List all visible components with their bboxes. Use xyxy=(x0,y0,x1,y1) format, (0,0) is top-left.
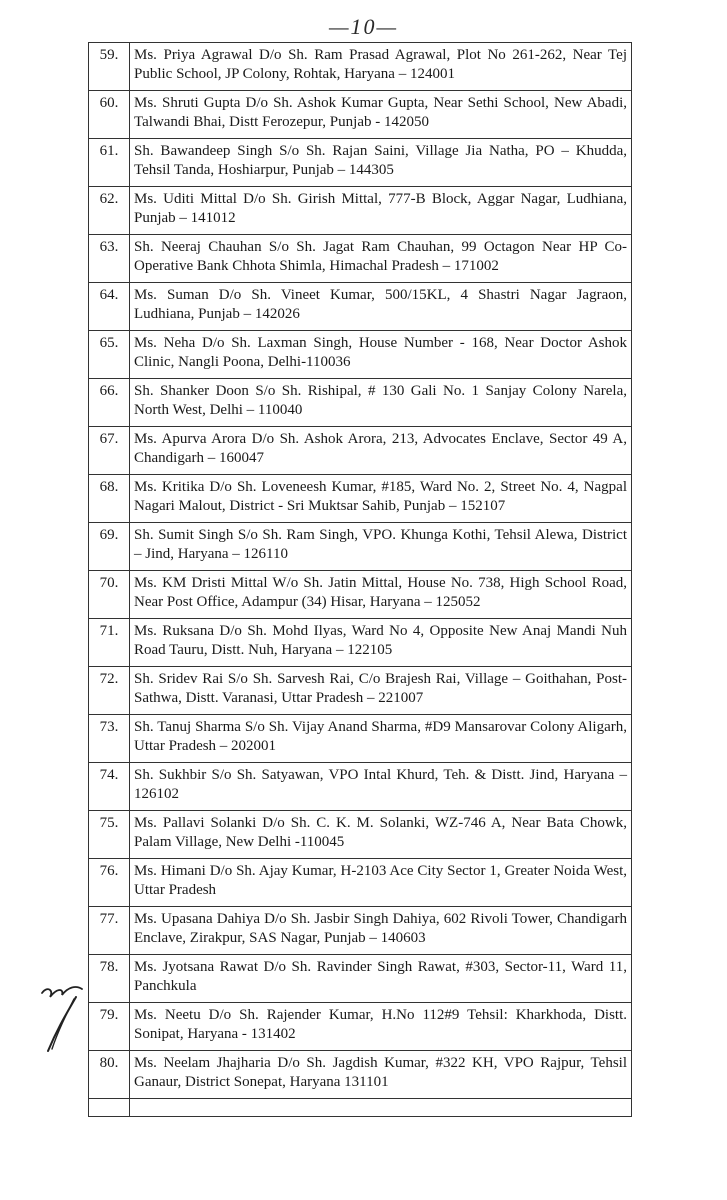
entry-text: Sh. Neeraj Chauhan S/o Sh. Jagat Ram Chauhan, 99 Octagon Near HP Co-Operative Bank Chhota Shimla, Himachal Pradesh – 171002 xyxy=(130,235,632,283)
serial-number: 59. xyxy=(89,43,130,91)
entry-text: Ms. Himani D/o Sh. Ajay Kumar, H-2103 Ace City Sector 1, Greater Noida West, Uttar Pradesh xyxy=(130,859,632,907)
table-row xyxy=(89,331,632,379)
serial-number: 76. xyxy=(89,859,130,907)
serial-number: 65. xyxy=(89,331,130,379)
entry-text: Ms. Uditi Mittal D/o Sh. Girish Mittal, 777-B Block, Aggar Nagar, Ludhiana, Punjab – 141012 xyxy=(130,187,632,235)
entry-text: Ms. Priya Agrawal D/o Sh. Ram Prasad Agrawal, Plot No 261-262, Near Tej Public School, JP Colony, Rohtak, Haryana – 124001 xyxy=(130,43,632,91)
entry-text: Sh. Tanuj Sharma S/o Sh. Vijay Anand Sharma, #D9 Mansarovar Colony Aligarh, Uttar Pradesh – 202001 xyxy=(130,715,632,763)
entry-text: Ms. Suman D/o Sh. Vineet Kumar, 500/15KL, 4 Shastri Nagar Jagraon, Ludhiana, Punjab – 142026 xyxy=(130,283,632,331)
table-row xyxy=(89,955,632,1003)
table-row xyxy=(89,523,632,571)
serial-number: 62. xyxy=(89,187,130,235)
serial-number: 68. xyxy=(89,475,130,523)
entry-text: Ms. Neetu D/o Sh. Rajender Kumar, H.No 112#9 Tehsil: Kharkhoda, Distt. Sonipat, Haryana - 131402 xyxy=(130,1003,632,1051)
serial-number: 75. xyxy=(89,811,130,859)
entry-text: Ms. Shruti Gupta D/o Sh. Ashok Kumar Gupta, Near Sethi School, New Abadi, Talwandi Bhai, Distt Ferozepur, Punjab - 142050 xyxy=(130,91,632,139)
serial-number: 72. xyxy=(89,667,130,715)
entry-text: Ms. Jyotsana Rawat D/o Sh. Ravinder Singh Rawat, #303, Sector-11, Ward 11, Panchkula xyxy=(130,955,632,1003)
table-row xyxy=(89,379,632,427)
table-row xyxy=(89,91,632,139)
page-number: —10— xyxy=(328,14,399,39)
entry-text: Sh. Sridev Rai S/o Sh. Sarvesh Rai, C/o Brajesh Rai, Village – Goithahan, Post-Sathwa, Distt. Varanasi, Uttar Pradesh – 221007 xyxy=(130,667,632,715)
serial-number: 67. xyxy=(89,427,130,475)
table-row xyxy=(89,763,632,811)
entry-text: Ms. Ruksana D/o Sh. Mohd Ilyas, Ward No 4, Opposite New Anaj Mandi Nuh Road Tauru, Distt. Nuh, Haryana – 122105 xyxy=(130,619,632,667)
empty-cell xyxy=(89,1099,130,1117)
table-row xyxy=(89,859,632,907)
table-row xyxy=(89,187,632,235)
table-row xyxy=(89,283,632,331)
serial-number: 71. xyxy=(89,619,130,667)
table-row xyxy=(89,1003,632,1051)
empty-row xyxy=(89,1099,632,1117)
entry-text: Ms. Neelam Jhajharia D/o Sh. Jagdish Kumar, #322 KH, VPO Rajpur, Tehsil Ganaur, District Sonepat, Haryana 131101 xyxy=(130,1051,632,1099)
table-row xyxy=(89,1051,632,1099)
register-table xyxy=(88,42,632,1117)
serial-number: 70. xyxy=(89,571,130,619)
table-row xyxy=(89,139,632,187)
serial-number: 79. xyxy=(89,1003,130,1051)
serial-number: 77. xyxy=(89,907,130,955)
entry-text: Sh. Sukhbir S/o Sh. Satyawan, VPO Intal Khurd, Teh. & Distt. Jind, Haryana – 126102 xyxy=(130,763,632,811)
table-row xyxy=(89,619,632,667)
empty-cell xyxy=(130,1099,632,1117)
serial-number: 60. xyxy=(89,91,130,139)
table-row xyxy=(89,811,632,859)
serial-number: 64. xyxy=(89,283,130,331)
entry-text: Sh. Bawandeep Singh S/o Sh. Rajan Saini, Village Jia Natha, PO – Khudda, Tehsil Tanda, Hoshiarpur, Punjab – 144305 xyxy=(130,139,632,187)
table-row xyxy=(89,715,632,763)
table-row xyxy=(89,235,632,283)
serial-number: 78. xyxy=(89,955,130,1003)
handwritten-signature xyxy=(28,975,88,1055)
entry-text: Sh. Sumit Singh S/o Sh. Ram Singh, VPO. Khunga Kothi, Tehsil Alewa, District – Jind, Haryana – 126110 xyxy=(130,523,632,571)
entry-text: Ms. Neha D/o Sh. Laxman Singh, House Number - 168, Near Doctor Ashok Clinic, Nangli Poona, Delhi-110036 xyxy=(130,331,632,379)
entry-text: Ms. KM Dristi Mittal W/o Sh. Jatin Mittal, House No. 738, High School Road, Near Post Office, Adampur (34) Hisar, Haryana – 125052 xyxy=(130,571,632,619)
table-row xyxy=(89,571,632,619)
table-row xyxy=(89,667,632,715)
serial-number: 66. xyxy=(89,379,130,427)
table-row xyxy=(89,43,632,91)
serial-number: 73. xyxy=(89,715,130,763)
entry-text: Ms. Apurva Arora D/o Sh. Ashok Arora, 213, Advocates Enclave, Sector 49 A, Chandigarh – 160047 xyxy=(130,427,632,475)
table-row xyxy=(89,475,632,523)
entry-text: Ms. Kritika D/o Sh. Loveneesh Kumar, #185, Ward No. 2, Street No. 4, Nagpal Nagari Malout, District - Sri Muktsar Sahib, Punjab – 152107 xyxy=(130,475,632,523)
serial-number: 80. xyxy=(89,1051,130,1099)
table-row xyxy=(89,907,632,955)
table-row xyxy=(89,427,632,475)
serial-number: 69. xyxy=(89,523,130,571)
serial-number: 61. xyxy=(89,139,130,187)
entry-text: Ms. Upasana Dahiya D/o Sh. Jasbir Singh Dahiya, 602 Rivoli Tower, Chandigarh Enclave, Zirakpur, SAS Nagar, Punjab – 140603 xyxy=(130,907,632,955)
entry-text: Sh. Shanker Doon S/o Sh. Rishipal, # 130 Gali No. 1 Sanjay Colony Narela, North West, Delhi – 110040 xyxy=(130,379,632,427)
serial-number: 63. xyxy=(89,235,130,283)
serial-number: 74. xyxy=(89,763,130,811)
entry-text: Ms. Pallavi Solanki D/o Sh. C. K. M. Solanki, WZ-746 A, Near Bata Chowk, Palam Village, New Delhi -110045 xyxy=(130,811,632,859)
